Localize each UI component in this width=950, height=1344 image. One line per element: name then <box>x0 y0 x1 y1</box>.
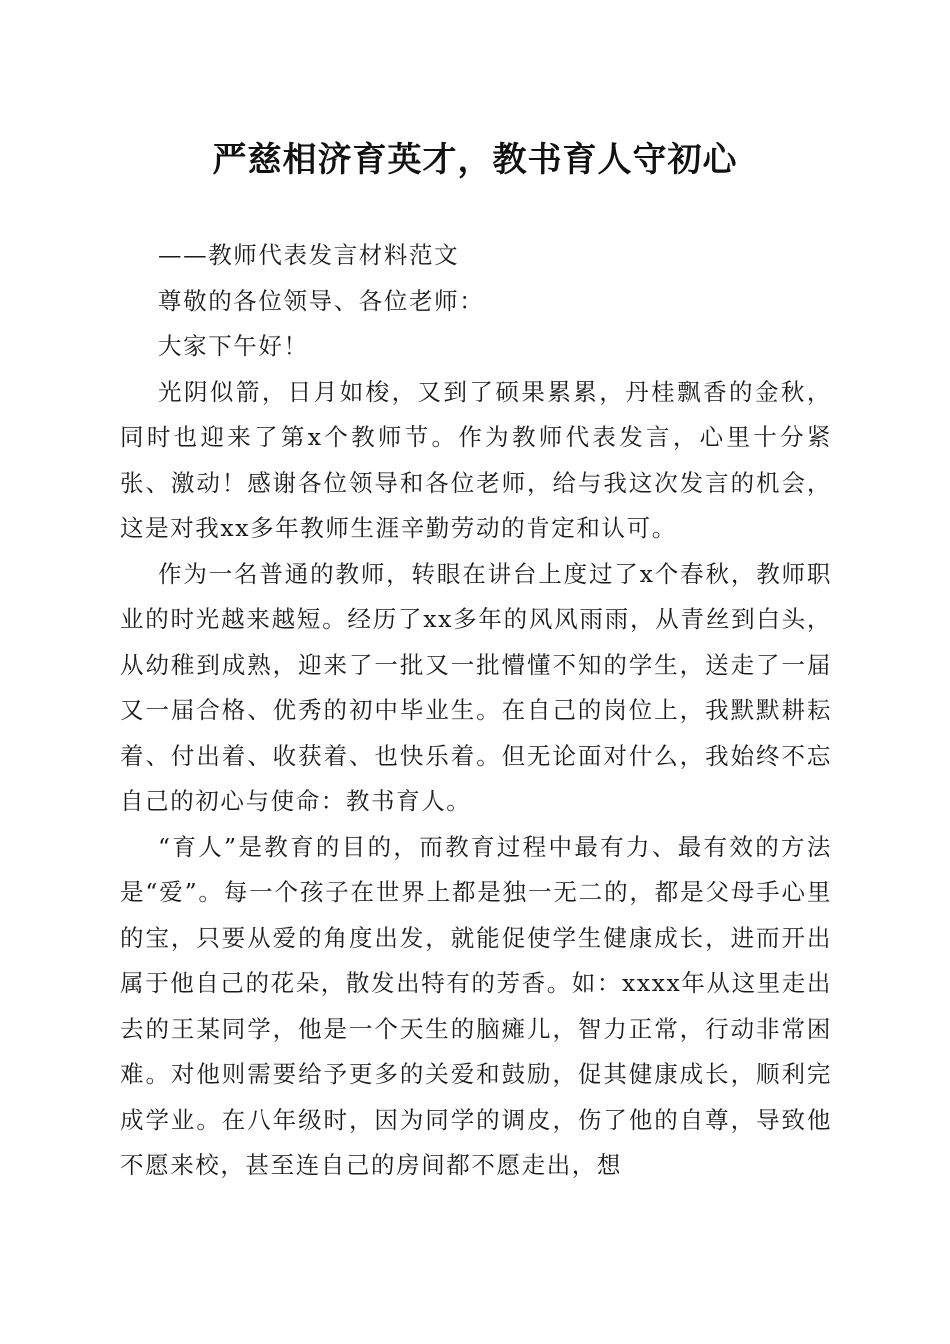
greeting: 大家下午好！ <box>158 332 309 360</box>
paragraph: 光阴似箭，日月如梭，又到了硕果累累，丹桂飘香的金秋，同时也迎来了第x个教师节。作为教师代表发言，心里十分紧张、激动！感谢各位领导和各位老师，给与我这次发言的机会，这是对我xx多年教师生涯辛勤劳动的肯定和认可。 <box>120 377 832 542</box>
subtitle: ——教师代表发言材料范文 <box>158 241 460 269</box>
salutation: 尊敬的各位领导、各位老师： <box>158 286 485 315</box>
document-title: 严慈相济育英才，教书育人守初心 <box>212 140 738 180</box>
document-body <box>120 233 832 1189</box>
paragraph: “育人”是教育的目的，而教育过程中最有力、最有效的方法是“爱”。每一个孩子在世界上都是独一无二的，都是父母手心里的宝，只要从爱的角度出发，就能促使学生健康成长，进而开出属于他自己的花朵，散发出特有的芳香。如：xxxx年从这里走出去的王某同学，他是一个天生的脑瘫儿，智力正常，行动非常困难。对他则需要给予更多的关爱和鼓励，促其健康成长，顺利完成学业。在八年级时，因为同学的调皮，伤了他的自尊，导致他不愿来校，甚至连自己的房间都不愿走出，想 <box>120 832 833 1179</box>
paragraph: 作为一名普通的教师，转眼在讲台上度过了x个春秋，教师职业的时光越来越短。经历了xx多年的风风雨雨，从青丝到白头，从幼稚到成熟，迎来了一批又一批懵懂不知的学生，送走了一届又一届合格、优秀的初中毕业生。在自己的岗位上，我默默耕耘着、付出着、收获着、也快乐着。但无论面对什么，我始终不忘自己的初心与使命：教书育人。 <box>120 559 832 815</box>
